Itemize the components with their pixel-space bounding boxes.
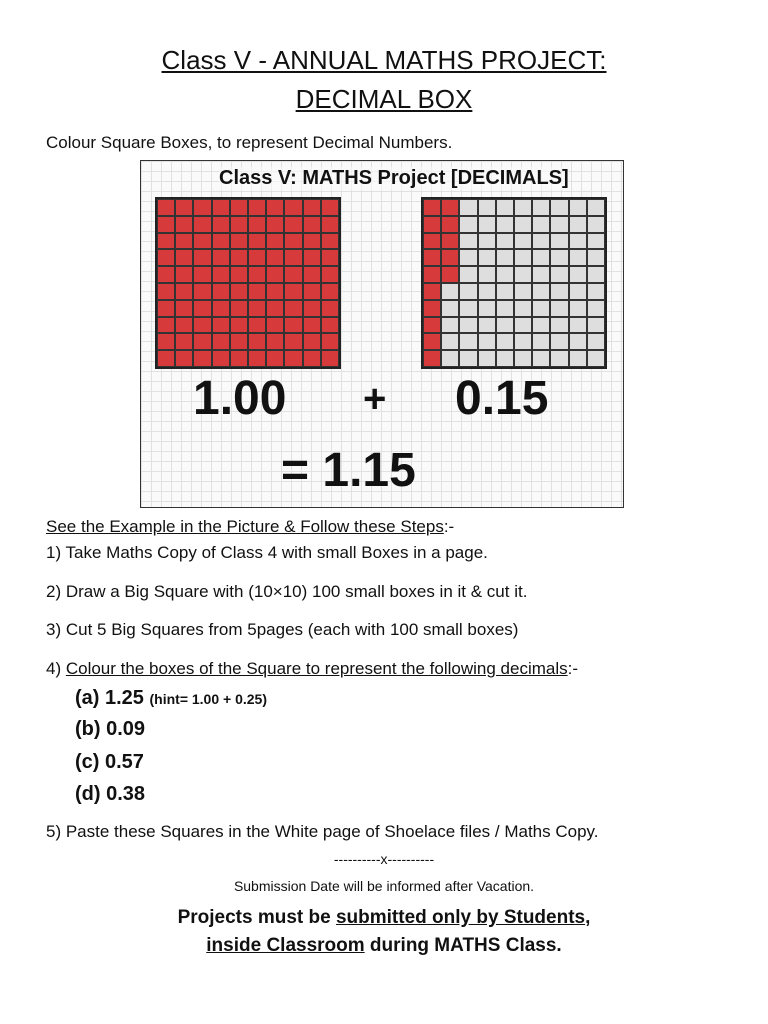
grid-cell [230, 216, 248, 233]
grid-cell [230, 333, 248, 350]
picture-title: Class V: MATHS Project [DECIMALS] [219, 167, 569, 189]
grid-cell [284, 199, 302, 216]
grid-cell [284, 249, 302, 266]
grid-cell [175, 300, 193, 317]
grid-cell [441, 199, 459, 216]
grid-cell [496, 266, 514, 283]
right-number: 0.15 [455, 372, 549, 425]
grid-cell [496, 249, 514, 266]
grid-cell [248, 266, 266, 283]
grid-cell [478, 216, 496, 233]
grid-cell [550, 350, 568, 367]
step-4-suffix: :- [567, 659, 579, 678]
grid-cell [587, 249, 605, 266]
grid-cell [266, 350, 284, 367]
example-picture [140, 160, 624, 508]
grid-cell [321, 233, 339, 250]
step-5: 5) Paste these Squares in the White page of Shoelace files / Maths Copy. [46, 822, 599, 841]
grid-cell [193, 266, 211, 283]
grid-cell [157, 216, 175, 233]
grid-cell [441, 249, 459, 266]
grid-cell [569, 333, 587, 350]
grid-cell [459, 266, 477, 283]
grid-cell [157, 283, 175, 300]
grid-cell [303, 283, 321, 300]
grid-cell [175, 350, 193, 367]
grid-cell [550, 300, 568, 317]
grid-cell [266, 333, 284, 350]
grid-cell [550, 283, 568, 300]
page-subtitle: DECIMAL BOX [295, 84, 473, 114]
grid-cell [550, 333, 568, 350]
plus-sign: + [363, 377, 387, 421]
grid-cell [303, 317, 321, 334]
separator: ----------x---------- [333, 851, 435, 867]
grid-cell [303, 300, 321, 317]
grid-cell [284, 283, 302, 300]
grid-cell [587, 233, 605, 250]
grid-cell [193, 199, 211, 216]
steps-intro-suffix: :- [443, 517, 455, 536]
grid-cell [478, 249, 496, 266]
grid-cell [248, 300, 266, 317]
grid-cell [157, 249, 175, 266]
grid-cell [569, 300, 587, 317]
step-4 [46, 659, 578, 679]
grid-cell [248, 350, 266, 367]
grid-cell [212, 333, 230, 350]
grid-cell [175, 266, 193, 283]
grid-cell [587, 266, 605, 283]
grid-cell [441, 300, 459, 317]
grid-cell [587, 350, 605, 367]
grid-cell [321, 283, 339, 300]
grid-cell [212, 233, 230, 250]
grid-cell [514, 199, 532, 216]
grid-cell [175, 199, 193, 216]
grid-cell [212, 300, 230, 317]
grid-cell [266, 283, 284, 300]
grid-cell [459, 283, 477, 300]
step-4-text: Colour the boxes of the Square to represent the following decimals [65, 659, 568, 678]
grid-cell [441, 283, 459, 300]
grid-cell [587, 283, 605, 300]
grid-cell [193, 283, 211, 300]
grid-cell [423, 350, 441, 367]
grid-cell [230, 266, 248, 283]
grid-cell [514, 333, 532, 350]
option-b: (b) 0.09 [75, 718, 146, 740]
grid-cell [587, 333, 605, 350]
grid-cell [248, 333, 266, 350]
grid-cell [284, 333, 302, 350]
grid-cell [569, 233, 587, 250]
grid-cell [514, 233, 532, 250]
final-note-2b: during MATHS Class. [364, 935, 562, 956]
grid-cell [478, 350, 496, 367]
grid-cell [514, 317, 532, 334]
grid-cell [230, 350, 248, 367]
option-a-hint: (hint= 1.00 + 0.25) [149, 691, 267, 707]
step-2: 2) Draw a Big Square with (10×10) 100 small boxes in it & cut it. [46, 582, 528, 601]
final-note-1a: Projects must be [177, 907, 336, 928]
grid-cell [212, 216, 230, 233]
grid-cell [459, 300, 477, 317]
grid-cell [441, 317, 459, 334]
grid-cell [478, 317, 496, 334]
grid-cell [157, 199, 175, 216]
grid-cell [587, 317, 605, 334]
grid-cell [284, 233, 302, 250]
step-4-prefix: 4) [46, 659, 66, 678]
grid-cell [303, 333, 321, 350]
result-number: = 1.15 [281, 444, 416, 497]
grid-cell [569, 317, 587, 334]
grid-cell [587, 300, 605, 317]
grid-cell [459, 350, 477, 367]
grid-cell [193, 216, 211, 233]
grid-cell [266, 233, 284, 250]
grid-cell [248, 283, 266, 300]
grid-cell [284, 216, 302, 233]
grid-cell [496, 300, 514, 317]
grid-cell [459, 333, 477, 350]
grid-cell [496, 333, 514, 350]
grid-cell [175, 283, 193, 300]
grid-cell [303, 266, 321, 283]
grid-cell [284, 300, 302, 317]
grid-cell [550, 317, 568, 334]
grid-cell [587, 199, 605, 216]
grid-cell [423, 266, 441, 283]
grid-cell [248, 199, 266, 216]
grid-cell [230, 317, 248, 334]
steps-intro-text: See the Example in the Picture & Follow these Steps [46, 517, 444, 536]
grid-cell [532, 333, 550, 350]
grid-cell [514, 216, 532, 233]
grid-cell [157, 300, 175, 317]
option-a-label: (a) 1.25 [75, 687, 144, 709]
grid-cell [321, 350, 339, 367]
grid-cell [248, 233, 266, 250]
page-title: Class V - ANNUAL MATHS PROJECT: [161, 45, 607, 75]
grid-cell [175, 249, 193, 266]
option-d: (d) 0.38 [75, 783, 146, 805]
grid-cell [193, 233, 211, 250]
grid-cell [496, 199, 514, 216]
step-1: 1) Take Maths Copy of Class 4 with small Boxes in a page. [46, 543, 488, 562]
grid-cell [423, 283, 441, 300]
grid-cell [514, 249, 532, 266]
grid-cell [496, 350, 514, 367]
grid-cell [266, 266, 284, 283]
grid-cell [514, 350, 532, 367]
instruction-text: Colour Square Boxes, to represent Decimal Numbers. [46, 133, 453, 152]
grid-cell [321, 333, 339, 350]
grid-cell [321, 199, 339, 216]
grid-cell [550, 199, 568, 216]
grid-cell [230, 233, 248, 250]
grid-cell [532, 317, 550, 334]
grid-cell [248, 249, 266, 266]
grid-cell [532, 350, 550, 367]
grid-cell [569, 249, 587, 266]
grid-cell [532, 266, 550, 283]
grid-cell [175, 233, 193, 250]
decimal-grid-partial [421, 197, 607, 369]
grid-cell [532, 233, 550, 250]
grid-cell [193, 317, 211, 334]
grid-cell [514, 300, 532, 317]
grid-cell [175, 216, 193, 233]
grid-cell [230, 283, 248, 300]
grid-cell [321, 300, 339, 317]
grid-cell [321, 216, 339, 233]
grid-cell [212, 317, 230, 334]
grid-cell [496, 317, 514, 334]
grid-cell [230, 300, 248, 317]
grid-cell [496, 216, 514, 233]
grid-cell [157, 350, 175, 367]
grid-cell [212, 249, 230, 266]
final-note-line-1 [0, 907, 768, 929]
grid-cell [266, 317, 284, 334]
grid-cell [284, 350, 302, 367]
grid-cell [321, 317, 339, 334]
grid-cell [550, 233, 568, 250]
grid-cell [496, 233, 514, 250]
grid-cell [478, 266, 496, 283]
grid-cell [303, 350, 321, 367]
grid-cell [441, 233, 459, 250]
step-3: 3) Cut 5 Big Squares from 5pages (each with 100 small boxes) [46, 620, 519, 639]
grid-cell [532, 199, 550, 216]
grid-cell [532, 300, 550, 317]
grid-cell [532, 283, 550, 300]
grid-cell [303, 249, 321, 266]
grid-cell [569, 216, 587, 233]
grid-cell [569, 266, 587, 283]
grid-cell [459, 249, 477, 266]
left-number: 1.00 [193, 372, 287, 425]
grid-cell [212, 283, 230, 300]
final-note-2a: inside Classroom [206, 935, 365, 956]
grid-cell [303, 233, 321, 250]
grid-cell [459, 199, 477, 216]
grid-cell [514, 266, 532, 283]
grid-cell [303, 216, 321, 233]
grid-cell [478, 333, 496, 350]
steps-intro [46, 517, 454, 537]
grid-cell [266, 216, 284, 233]
final-note-1b: submitted only by Students [335, 907, 586, 928]
grid-cell [550, 266, 568, 283]
grid-cell [569, 350, 587, 367]
grid-cell [423, 317, 441, 334]
grid-cell [266, 300, 284, 317]
grid-cell [459, 317, 477, 334]
grid-cell [514, 283, 532, 300]
grid-cell [284, 266, 302, 283]
grid-cell [157, 266, 175, 283]
grid-cell [175, 317, 193, 334]
grid-cell [478, 199, 496, 216]
grid-cell [175, 333, 193, 350]
grid-cell [441, 216, 459, 233]
grid-cell [230, 249, 248, 266]
grid-cell [441, 350, 459, 367]
option-a [75, 687, 267, 710]
grid-cell [441, 266, 459, 283]
grid-cell [423, 216, 441, 233]
grid-cell [459, 216, 477, 233]
decimal-grid-full [155, 197, 341, 369]
grid-cell [193, 300, 211, 317]
grid-cell [569, 199, 587, 216]
grid-cell [423, 233, 441, 250]
grid-cell [550, 249, 568, 266]
grid-cell [157, 333, 175, 350]
grid-cell [193, 350, 211, 367]
final-note-1c: , [585, 907, 591, 928]
grid-cell [423, 300, 441, 317]
grid-cell [157, 317, 175, 334]
grid-cell [193, 333, 211, 350]
option-c: (c) 0.57 [75, 751, 144, 773]
grid-cell [284, 317, 302, 334]
grid-cell [266, 199, 284, 216]
grid-cell [496, 283, 514, 300]
grid-cell [157, 233, 175, 250]
submission-note: Submission Date will be informed after Vacation. [233, 878, 535, 894]
grid-cell [478, 233, 496, 250]
grid-cell [441, 333, 459, 350]
grid-cell [423, 249, 441, 266]
grid-cell [459, 233, 477, 250]
grid-cell [266, 249, 284, 266]
grid-cell [321, 249, 339, 266]
grid-cell [478, 300, 496, 317]
grid-cell [212, 350, 230, 367]
grid-cell [248, 216, 266, 233]
grid-cell [423, 333, 441, 350]
grid-cell [587, 216, 605, 233]
grid-cell [532, 216, 550, 233]
grid-cell [569, 283, 587, 300]
grid-cell [303, 199, 321, 216]
final-note-line-2 [0, 935, 768, 957]
grid-cell [230, 199, 248, 216]
grid-cell [550, 216, 568, 233]
grid-cell [212, 199, 230, 216]
grid-cell [193, 249, 211, 266]
grid-cell [212, 266, 230, 283]
grid-cell [532, 249, 550, 266]
grid-cell [423, 199, 441, 216]
grid-cell [321, 266, 339, 283]
grid-cell [478, 283, 496, 300]
grid-cell [248, 317, 266, 334]
